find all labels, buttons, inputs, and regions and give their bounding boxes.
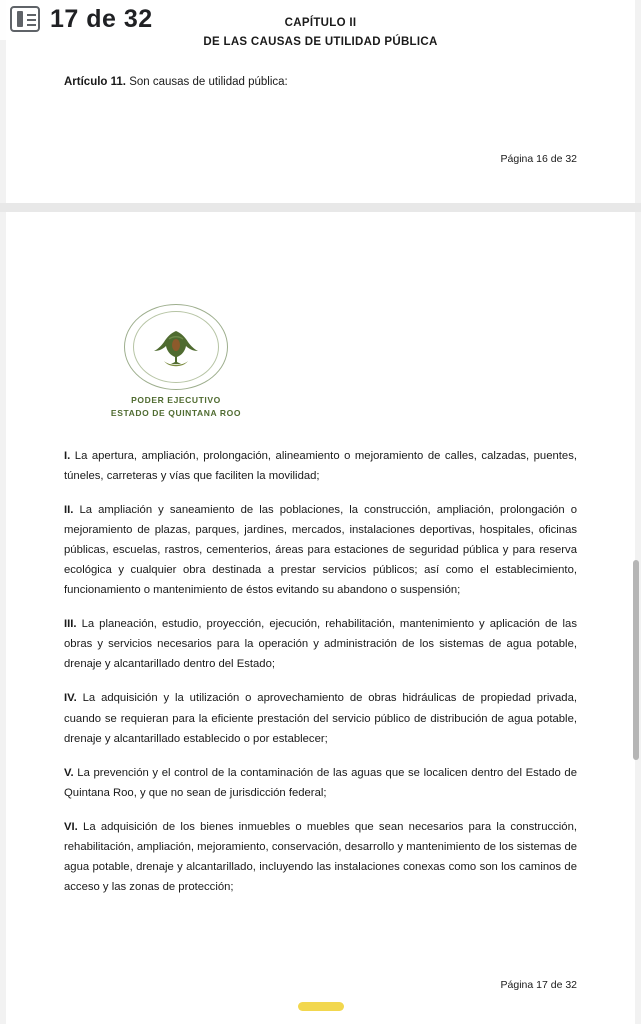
article-paragraph <box>64 74 577 91</box>
clause-text: La prevención y el control de la contaminación de las aguas que se localicen dentro del Estado de Quintana Roo, y que no sean de jurisdicción federal; <box>64 766 577 799</box>
clause-numeral: V. <box>64 766 74 779</box>
document-page-17 <box>6 212 635 1024</box>
clause-text: La adquisición de los bienes inmuebles o muebles que sean necesarios para la construcción, rehabilitación, ampliación, mejoramiento, conservación, desarrollo y mantenimiento de los sistemas de agua potable, drenaje y alcantarillado, incluyendo las instalaciones conexas como son los caminos de acceso y las zonas de protección; <box>64 820 578 894</box>
clause-item <box>64 763 577 803</box>
letterhead-line2: ESTADO DE QUINTANA ROO <box>110 407 242 418</box>
clause-numeral: VI. <box>64 820 78 833</box>
clause-numeral: II. <box>64 503 74 516</box>
page-indicator-label: 17 de 32 <box>50 4 153 33</box>
article-label: Artículo 11. <box>64 75 126 88</box>
page-indicator-badge <box>0 0 171 40</box>
clause-item <box>64 614 577 674</box>
document-body <box>64 446 577 898</box>
clause-item <box>64 500 577 600</box>
clause-text: La planeación, estudio, proyección, ejecución, rehabilitación, mantenimiento y aplicación de las obras y servicios necesarios para la operación y administración de los sistemas de agua potable, drenaje y alcantarillado dentro del Estado; <box>64 618 577 671</box>
letterhead <box>76 212 276 420</box>
document-pages-icon <box>10 6 40 32</box>
clause-text: La ampliación y saneamiento de las poblaciones, la construcción, ampliación, prolongación o mejoramiento de plazas, parques, jardines, mercados, instalaciones deportivas, hospitales, oficinas públicas, escuelas, rastros, cementerios, áreas para estaciones de seguridad pública y para reserva ecológica y cualquier obra destinada a prestar servicios públicos; así como el establecimiento, funcionamiento o mantenimiento de éstos evitando su abandono o suspensión; <box>64 503 577 597</box>
chapter-heading-line2: DE LAS CAUSAS DE UTILIDAD PÚBLICA <box>203 35 438 48</box>
clause-text: La adquisición y la utilización o aprovechamiento de obras hidráulicas de propiedad privada, cuando se requieran para la eficiente prestación del servicio público de distribución de agua potable, drenaje y alcantarillado establecido o por establecer; <box>64 692 577 745</box>
letterhead-line1: PODER EJECUTIVO <box>131 395 221 405</box>
clause-numeral: IV. <box>64 692 77 705</box>
page-16-footer: Página 16 de 32 <box>500 153 577 165</box>
clause-text: La apertura, ampliación, prolongación, alineamiento o mejoramiento de calles, calzadas, puentes, túneles, carreteras y vías que faciliten la movilidad; <box>64 449 577 482</box>
clause-item <box>64 688 577 748</box>
letterhead-caption <box>111 394 241 420</box>
clause-numeral: III. <box>64 618 77 631</box>
chapter-heading-line1: CAPÍTULO II <box>284 17 357 29</box>
clause-item <box>64 446 577 486</box>
article-text: Son causas de utilidad pública: <box>126 75 288 88</box>
clause-item <box>64 817 577 897</box>
page-17-footer: Página 17 de 32 <box>500 979 577 991</box>
mexican-coat-of-arms-icon <box>124 304 228 390</box>
clause-numeral: I. <box>64 449 71 462</box>
vertical-scrollbar[interactable] <box>633 560 639 760</box>
highlight-pill[interactable] <box>298 1002 344 1011</box>
page-separator <box>0 203 641 212</box>
